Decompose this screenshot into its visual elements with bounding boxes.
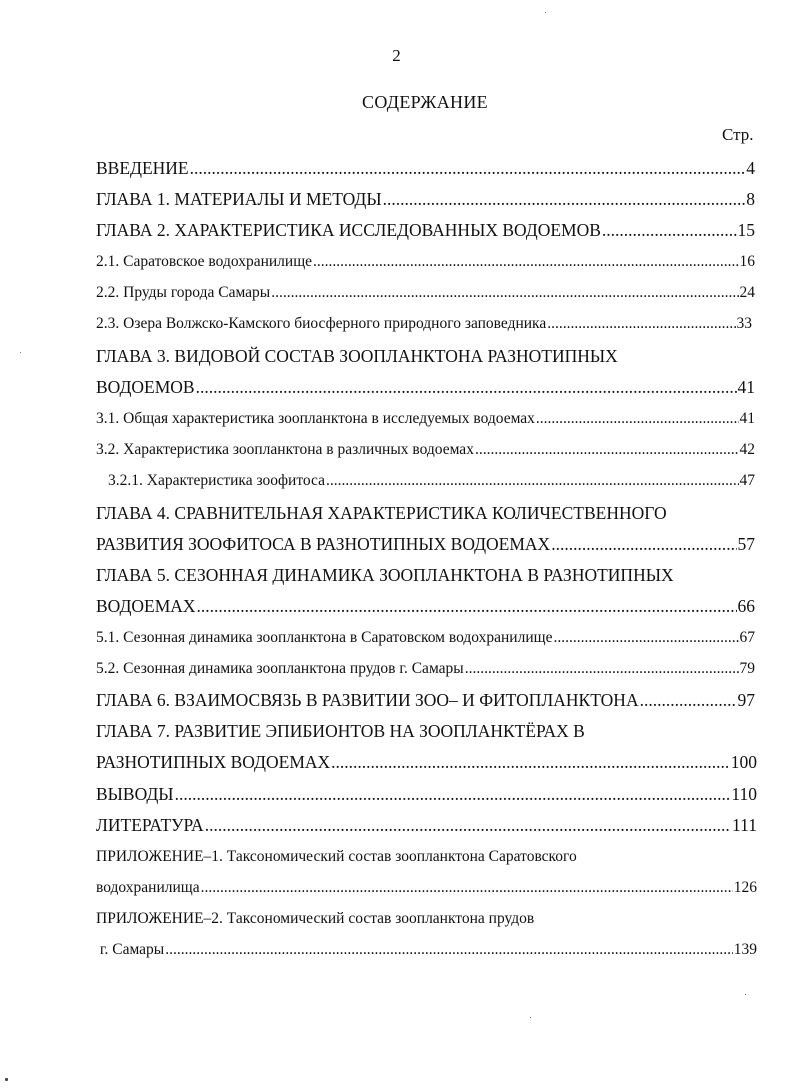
scan-speck bbox=[20, 352, 21, 353]
leader-dots bbox=[465, 660, 739, 678]
leader-dots bbox=[383, 189, 746, 210]
toc-entry-page: 126 bbox=[733, 879, 757, 896]
toc-entry-page: 66 bbox=[737, 596, 755, 616]
leader-dots bbox=[313, 253, 738, 271]
toc-entry-chapter-2[interactable] bbox=[96, 220, 755, 241]
toc-entry-appendix-1[interactable] bbox=[96, 879, 757, 897]
toc-entry-page: 100 bbox=[730, 752, 757, 772]
toc-entry-title: РАЗНОТИПНЫХ ВОДОЕМАХ bbox=[96, 752, 331, 772]
toc-entry-page: 15 bbox=[737, 220, 755, 240]
toc-entry-page: 79 bbox=[739, 660, 755, 677]
toc-entry-section-5-2[interactable] bbox=[96, 660, 755, 678]
toc-entry-page: 41 bbox=[737, 377, 755, 397]
leader-dots bbox=[271, 284, 738, 302]
toc-entry-page: 97 bbox=[737, 690, 755, 710]
toc-entry-section-3-2-1[interactable] bbox=[108, 472, 755, 490]
toc-entry-title: 2.2. Пруды города Самары bbox=[96, 284, 271, 301]
toc-entry-title: 2.3. Озера Волжско-Камского биосферного природного заповедника bbox=[96, 315, 547, 332]
toc-entry-title: г. Самары bbox=[96, 941, 165, 958]
leader-dots bbox=[602, 220, 737, 241]
toc-entry-section-5-1[interactable] bbox=[96, 629, 755, 647]
leader-dots bbox=[196, 377, 737, 398]
page-number: 2 bbox=[392, 46, 401, 65]
toc-entry-title: ГЛАВА 1. МАТЕРИАЛЫ И МЕТОДЫ bbox=[96, 189, 382, 209]
leader-dots bbox=[197, 596, 737, 617]
leader-dots bbox=[205, 815, 731, 836]
toc-entry-appendix-1-line1: ПРИЛОЖЕНИЕ–1. Таксономический состав зоопланктона Саратовского bbox=[96, 848, 577, 865]
toc-entry-page: 57 bbox=[737, 534, 755, 554]
toc-entry-title: ВОДОЕМОВ bbox=[96, 377, 195, 397]
leader-dots bbox=[536, 410, 739, 428]
toc-entry-page: 42 bbox=[739, 441, 755, 458]
toc-entry-page: 111 bbox=[732, 815, 757, 835]
toc-entry-title: 5.2. Сезонная динамика зоопланктона прудов г. Самары bbox=[96, 660, 464, 677]
leader-dots bbox=[547, 315, 735, 333]
scan-speck bbox=[545, 12, 546, 13]
contents-heading: СОДЕРЖАНИЕ bbox=[362, 92, 488, 112]
toc-entry-section-2-3[interactable] bbox=[96, 315, 752, 333]
toc-entry-page: 139 bbox=[733, 941, 757, 958]
toc-entry-title: 3.2.1. Характеристика зоофитоса bbox=[108, 472, 325, 489]
toc-entry-section-2-1[interactable] bbox=[96, 253, 755, 271]
toc-entry-introduction[interactable] bbox=[96, 158, 755, 179]
leader-dots bbox=[553, 629, 738, 647]
toc-entry-title: ЛИТЕРАТУРА bbox=[96, 815, 204, 835]
toc-entry-chapter-7-line1: ГЛАВА 7. РАЗВИТИЕ ЭПИБИОНТОВ НА ЗООПЛАНКТЁРАХ В bbox=[96, 721, 585, 741]
toc-entry-chapter-6[interactable] bbox=[96, 690, 755, 711]
toc-entry-conclusions[interactable] bbox=[96, 784, 757, 805]
toc-entry-title: ГЛАВА 2. ХАРАКТЕРИСТИКА ИССЛЕДОВАННЫХ ВОДОЕМОВ bbox=[96, 220, 601, 240]
leader-dots bbox=[475, 441, 739, 459]
toc-entry-chapter-5[interactable] bbox=[96, 596, 755, 617]
toc-entry-appendix-2-line1: ПРИЛОЖЕНИЕ–2. Таксономический состав зоопланктона прудов bbox=[96, 910, 535, 927]
toc-entry-page: 67 bbox=[739, 629, 755, 646]
page-column-label: Стр. bbox=[722, 125, 754, 144]
leader-dots bbox=[165, 941, 733, 959]
toc-entry-title: 5.1. Сезонная динамика зоопланктона в Саратовском водохранилище bbox=[96, 629, 553, 646]
toc-entry-title: ВЫВОДЫ bbox=[96, 784, 174, 804]
toc-entry-page: 8 bbox=[746, 189, 755, 209]
toc-entry-title: водохранилища bbox=[96, 879, 200, 896]
leader-dots bbox=[326, 472, 739, 490]
toc-entry-page: 41 bbox=[739, 410, 755, 427]
toc-entry-page: 4 bbox=[746, 158, 755, 178]
leader-dots bbox=[551, 534, 736, 555]
leader-dots bbox=[331, 752, 730, 773]
toc-entry-chapter-1[interactable] bbox=[96, 189, 755, 210]
toc-entry-page: 110 bbox=[731, 784, 757, 804]
toc-entry-page: 33 bbox=[736, 315, 752, 332]
toc-entry-section-2-2[interactable] bbox=[96, 284, 755, 302]
toc-entry-chapter-4[interactable] bbox=[96, 534, 755, 555]
toc-entry-title: ВВЕДЕНИЕ bbox=[96, 158, 189, 178]
toc-entry-title: РАЗВИТИЯ ЗООФИТОСА В РАЗНОТИПНЫХ ВОДОЕМАХ bbox=[96, 534, 551, 554]
toc-entry-title: ВОДОЕМАХ bbox=[96, 596, 196, 616]
toc-entry-page: 16 bbox=[739, 253, 755, 270]
toc-entry-title: 3.2. Характеристика зоопланктона в различных водоемах bbox=[96, 441, 474, 458]
toc-entry-section-3-1[interactable] bbox=[96, 410, 755, 428]
toc-entry-page: 24 bbox=[739, 284, 755, 301]
scan-speck bbox=[5, 1078, 8, 1081]
toc-entry-chapter-3-line1: ГЛАВА 3. ВИДОВОЙ СОСТАВ ЗООПЛАНКТОНА РАЗНОТИПНЫХ bbox=[96, 346, 618, 366]
leader-dots bbox=[201, 879, 733, 897]
toc-entry-chapter-3[interactable] bbox=[96, 377, 755, 398]
scan-speck bbox=[745, 994, 746, 995]
leader-dots bbox=[640, 690, 737, 711]
toc-entry-appendix-2[interactable] bbox=[96, 941, 757, 959]
toc-entry-chapter-4-line1: ГЛАВА 4. СРАВНИТЕЛЬНАЯ ХАРАКТЕРИСТИКА КОЛИЧЕСТВЕННОГО bbox=[96, 503, 667, 523]
scan-speck bbox=[530, 1017, 531, 1018]
toc-entry-references[interactable] bbox=[96, 815, 757, 836]
toc-entry-chapter-7[interactable] bbox=[96, 752, 757, 773]
leader-dots bbox=[190, 158, 746, 179]
toc-entry-title: 3.1. Общая характеристика зоопланктона в исследуемых водоемах bbox=[96, 410, 535, 427]
toc-entry-title: 2.1. Саратовское водохранилище bbox=[96, 253, 313, 270]
toc-entry-section-3-2[interactable] bbox=[96, 441, 755, 459]
toc-entry-chapter-5-line1: ГЛАВА 5. СЕЗОННАЯ ДИНАМИКА ЗООПЛАНКТОНА В РАЗНОТИПНЫХ bbox=[96, 565, 674, 585]
toc-entry-title: ГЛАВА 6. ВЗАИМОСВЯЗЬ В РАЗВИТИИ ЗОО– И ФИТОПЛАНКТОНА bbox=[96, 690, 639, 710]
toc-entry-page: 47 bbox=[739, 472, 755, 489]
leader-dots bbox=[175, 784, 731, 805]
